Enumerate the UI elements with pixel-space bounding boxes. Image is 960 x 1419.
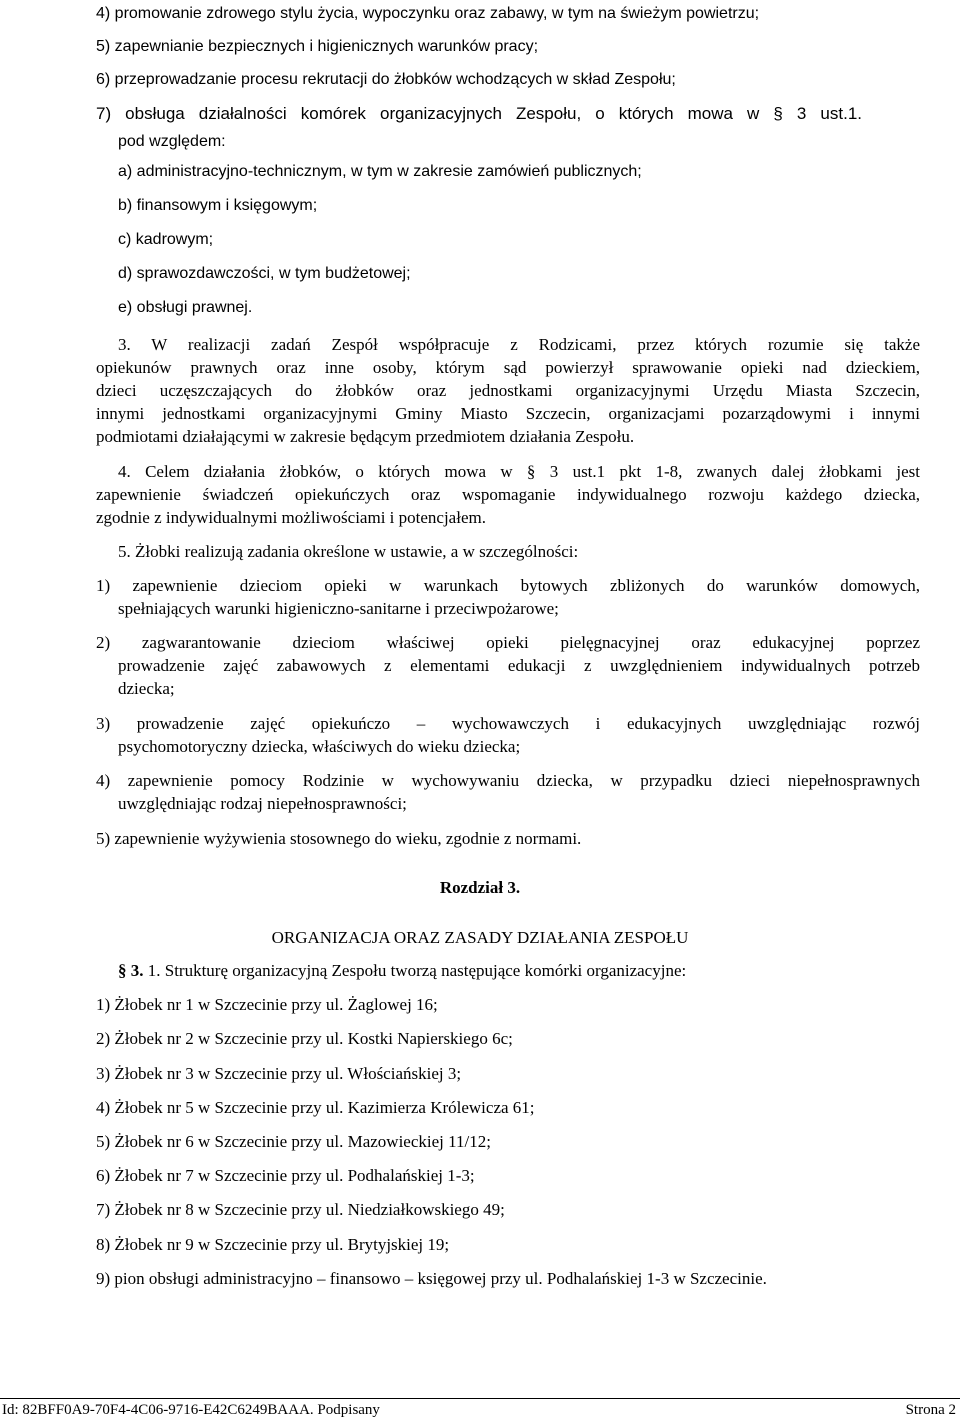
section-mark: § 3. — [118, 961, 144, 980]
sub-item: a) administracyjno-technicznym, w tym w zakresie zamówień publicznych; — [118, 163, 642, 180]
task-item-continuation: spełniających warunki higieniczno-sanitarne i przeciwpożarowe; — [118, 599, 559, 618]
unit-item: 9) pion obsługi administracyjno – finansowo – księgowej przy ul. Podhalańskiej 1-3 w Szczecinie. — [96, 1269, 767, 1288]
task-item-continuation: psychomotoryczny dziecka, właściwych do wieku dziecka; — [118, 737, 521, 756]
paragraph-line: innymi jednostkami organizacyjnymi Gminy Miasto Szczecin, organizacjami pozarządowymi i innymi — [96, 404, 920, 423]
unit-item: 1) Żłobek nr 1 w Szczecinie przy ul. Żaglowej 16; — [96, 995, 438, 1014]
task-item: 4) zapewnienie pomocy Rodzinie w wychowywaniu dziecka, w przypadku dzieci niepełnosprawnych — [96, 771, 920, 790]
sub-item: d) sprawozdawczości, w tym budżetowej; — [118, 265, 411, 282]
footer-page-number: Strona 2 — [905, 1402, 956, 1418]
paragraph-line: 4. Celem działania żłobków, o których mowa w § 3 ust.1 pkt 1-8, zwanych dalej żłobkami jest — [118, 462, 920, 481]
unit-item: 5) Żłobek nr 6 w Szczecinie przy ul. Mazowieckiej 11/12; — [96, 1132, 491, 1151]
task-item-continuation: dziecka; — [118, 679, 175, 698]
list-item: 5) zapewnianie bezpiecznych i higienicznych warunków pracy; — [96, 38, 539, 55]
chapter-title: Rozdział 3. — [439, 878, 521, 897]
paragraph-line: zgodnie z indywidualnymi możliwościami i potencjałem. — [96, 508, 486, 527]
sub-item: b) finansowym i księgowym; — [118, 197, 318, 214]
unit-item: 8) Żłobek nr 9 w Szczecinie przy ul. Brytyjskiej 19; — [96, 1235, 450, 1254]
unit-item: 7) Żłobek nr 8 w Szczecinie przy ul. Niedziałkowskiego 49; — [96, 1200, 505, 1219]
unit-item: 4) Żłobek nr 5 w Szczecinie przy ul. Kazimierza Królewicza 61; — [96, 1098, 535, 1117]
list-item: 4) promowanie zdrowego stylu życia, wypoczynku oraz zabawy, w tym na świeżym powietrzu; — [96, 5, 760, 22]
paragraph-line: 3. W realizacji zadań Zespół współpracuje z Rodzicami, przez których rozumie się także — [118, 335, 920, 354]
section-text: 1. Strukturę organizacyjną Zespołu tworzą następujące komórki organizacyjne: — [143, 961, 687, 980]
paragraph-line: 5. Żłobki realizują zadania określone w ustawie, a w szczególności: — [118, 542, 579, 561]
task-item: 1) zapewnienie dzieciom opieki w warunkach bytowych zbliżonych do warunków domowych, — [96, 576, 920, 595]
paragraph-line: opiekunów prawnych oraz inne osoby, którym sąd powierzył sprawowanie opieki nad dzieckiem, — [96, 358, 920, 377]
footer-id: Id: 82BFF0A9-70F4-4C06-9716-E42C6249BAAA. Podpisany — [2, 1402, 380, 1418]
list-item: 7) obsługa działalności komórek organizacyjnych Zespołu, o których mowa w § 3 ust.1. — [96, 104, 862, 123]
task-item-continuation: uwzględniając rodzaj niepełnosprawności; — [118, 794, 407, 813]
footer-divider — [0, 1398, 960, 1399]
task-item-continuation: prowadzenie zajęć zabawowych z elementami edukacji z uwzględnieniem indywidualnych potrzeb — [118, 656, 920, 675]
chapter-subtitle: ORGANIZACJA ORAZ ZASADY DZIAŁANIA ZESPOŁU — [271, 928, 689, 947]
paragraph-line: dzieci uczęszczających do żłobków oraz jednostkami organizacyjnymi Urzędu Miasta Szczecin, — [96, 381, 920, 400]
sub-item: c) kadrowym; — [118, 231, 214, 248]
task-item: 3) prowadzenie zajęć opiekuńczo – wychowawczych i edukacyjnych uwzględniając rozwój — [96, 714, 920, 733]
unit-item: 6) Żłobek nr 7 w Szczecinie przy ul. Podhalańskiej 1-3; — [96, 1166, 475, 1185]
section-heading — [118, 961, 686, 981]
paragraph-line: zapewnienie świadczeń opiekuńczych oraz wspomaganie indywidualnego rozwoju każdego dziecka, — [96, 485, 920, 504]
unit-item: 2) Żłobek nr 2 w Szczecinie przy ul. Kostki Napierskiego 6c; — [96, 1029, 513, 1048]
paragraph-line: podmiotami działającymi w zakresie będącym przedmiotem działania Zespołu. — [96, 427, 635, 446]
task-item: 5) zapewnienie wyżywienia stosownego do wieku, zgodnie z normami. — [96, 829, 582, 848]
task-item: 2) zagwarantowanie dzieciom właściwej opieki pielęgnacyjnej oraz edukacyjnej poprzez — [96, 633, 920, 652]
sub-item: e) obsługi prawnej. — [118, 299, 253, 316]
list-item: 6) przeprowadzanie procesu rekrutacji do żłobków wchodzących w skład Zespołu; — [96, 71, 676, 88]
unit-item: 3) Żłobek nr 3 w Szczecinie przy ul. Włościańskiej 3; — [96, 1064, 462, 1083]
list-item-continuation: pod względem: — [118, 133, 226, 150]
